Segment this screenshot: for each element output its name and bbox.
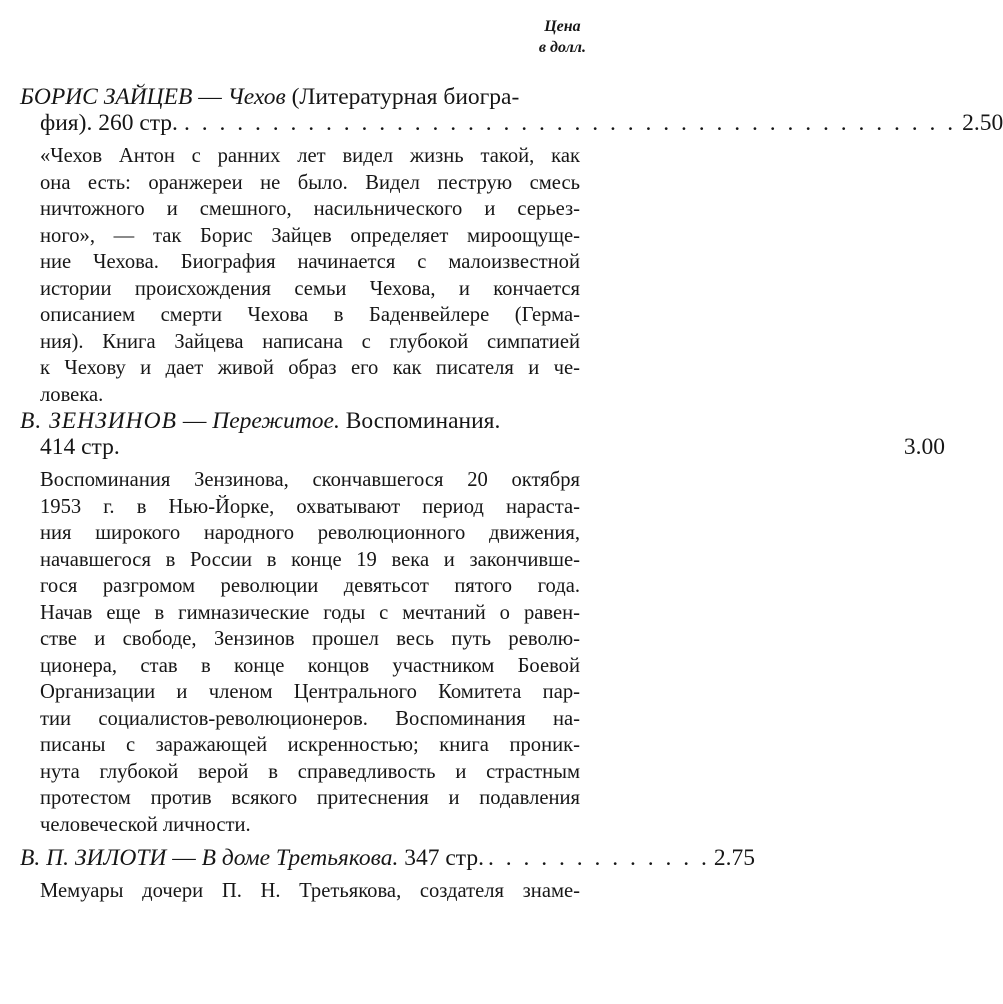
entry-author: БОРИС ЗАЙЦЕВ <box>20 84 193 110</box>
description-line: «Чехов Антон с ранних лет видел жизнь такой, как <box>40 145 580 167</box>
book-entry-ziloti <box>20 845 755 905</box>
entry-heading <box>20 408 945 460</box>
entry-description <box>20 467 580 838</box>
description-line: ционера, став в конце концов участником Боевой <box>40 654 580 677</box>
description-line: ничтожного и смешного, насильнического и серьез- <box>40 198 580 220</box>
description-line: гося разгромом революции девятьсот пятого года. <box>40 575 580 597</box>
entry-heading-line1 <box>20 408 580 434</box>
price-column-header <box>539 16 586 58</box>
entry-title: В доме Третьякова. <box>201 845 399 871</box>
description-line: тии социалистов-революционеров. Воспоминания на- <box>40 707 580 730</box>
entry-title: Чехов <box>227 84 286 110</box>
description-line: ния). Книга Зайцева написана с глубокой симпатией <box>40 330 580 353</box>
entry-dash: — <box>176 408 213 434</box>
description-line: Организации и членом Центрального Комитета пар- <box>40 681 580 703</box>
description-line: ловека. <box>40 383 104 406</box>
description-line: Мемуары дочери П. Н. Третьякова, создателя знаме- <box>40 880 580 902</box>
entry-heading-line1 <box>20 84 580 110</box>
description-line: человеческой личности. <box>40 813 251 836</box>
description-line: писаны с заражающей искренностью; книга проник- <box>40 734 580 756</box>
description-line: нута глубокой верой в справедливость и страстным <box>40 760 580 783</box>
entry-author: В. ЗЕНЗИНОВ <box>20 408 177 434</box>
leader-dots <box>126 434 898 460</box>
entry-price: 3.00 <box>903 434 945 460</box>
entry-heading-line2 <box>20 434 945 460</box>
description-line: 1953 г. в Нью-Йорке, охватывают период нараста- <box>40 495 580 518</box>
leader-dots: . . . . . . . . . . . . . . . . . . . . . . . . . . . . . . . . . . . . . . . . . . . . <box>183 110 957 136</box>
description-line: к Чехову и дает живой образ его как писателя и че- <box>40 357 580 379</box>
description-line: она есть: оранжереи не было. Видел пеструю смесь <box>40 171 580 194</box>
entry-subtitle-cont: фия). 260 стр. <box>40 110 178 136</box>
entry-dash: — <box>166 845 202 871</box>
description-line: ние Чехова. Биография начинается с малоизвестной <box>40 251 580 273</box>
entry-price: 2.50 <box>962 110 1003 136</box>
entry-subtitle: 347 стр. <box>398 845 484 871</box>
entry-description <box>20 878 580 905</box>
description-line: ного», — так Борис Зайцев определяет мироощуще- <box>40 224 580 247</box>
entry-subtitle: Воспоминания. <box>339 408 501 434</box>
entry-description <box>20 143 580 408</box>
entry-price: 2.75 <box>713 845 755 871</box>
book-entry-zenzinov <box>20 408 945 838</box>
entry-heading-line2 <box>20 110 1003 136</box>
price-label-line2: в долл. <box>538 39 586 56</box>
description-line: Начав еще в гимназические годы с мечтаний о равен- <box>40 601 580 624</box>
entry-dash: — <box>192 84 228 110</box>
description-line: истории происхождения семьи Чехова, и кончается <box>40 277 580 300</box>
entry-title: Пережитое. <box>212 408 340 434</box>
leader-dots: . . . . . . . . . . . . . <box>487 845 710 871</box>
entry-heading <box>20 84 1003 136</box>
description-line: протестом против всякого притеснения и подавления <box>40 787 580 809</box>
description-line: стве и свободе, Зензинов прошел весь путь револю- <box>40 628 580 650</box>
entry-subtitle-cont: 414 стр. <box>40 434 120 460</box>
entry-author: В. П. ЗИЛОТИ <box>20 845 167 871</box>
description-line: Воспоминания Зензинова, скончавшегося 20 октября <box>40 469 580 491</box>
description-line: ния широкого народного революционного движения, <box>40 522 580 544</box>
description-line: начавшегося в России в конце 19 века и закончивше- <box>40 548 580 571</box>
entry-heading-line1 <box>20 845 755 871</box>
entry-subtitle: (Литературная биогра- <box>285 84 520 110</box>
entry-heading <box>20 845 755 871</box>
book-entry-zaitsev <box>20 84 1003 408</box>
description-line: описанием смерти Чехова в Баденвейлере (Герма- <box>40 304 580 326</box>
price-label-line1: Цена <box>544 18 581 35</box>
